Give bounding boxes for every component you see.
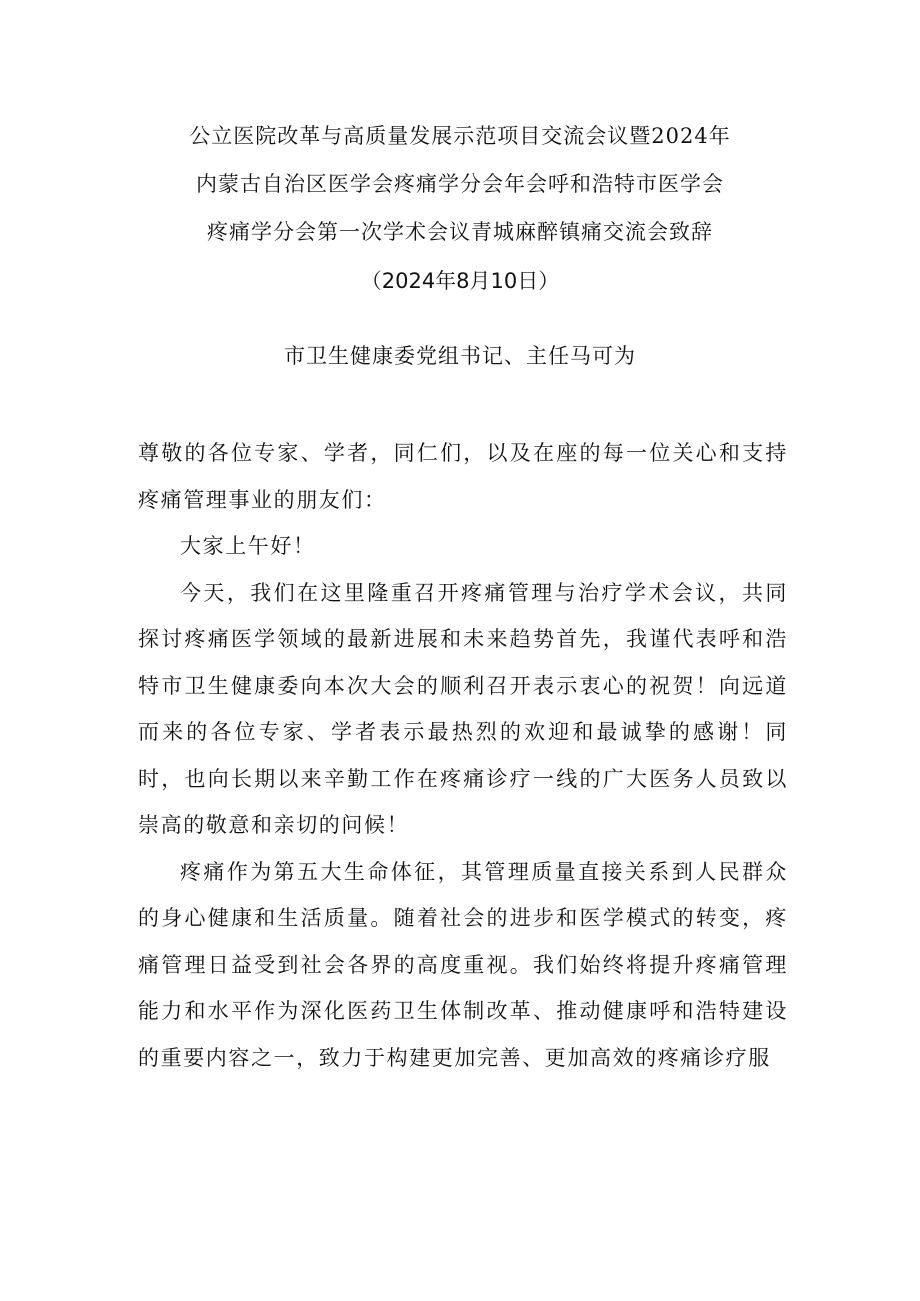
title-line-3: 疼痛学分会第一次学术会议青城麻醉镇痛交流会致辞 xyxy=(207,220,713,244)
body-paragraph: 今天，我们在这里隆重召开疼痛管理与治疗学术会议，共同探讨疼痛医学领域的最新进展和未来趋势首先，我谨代表呼和浩特市卫生健康委向本次大会的顺利召开表示衷心的祝贺！向远道而来的各位专家、学者表示最热烈的欢迎和最诚挚的感谢！同时，也向长期以来辛勤工作在疼痛诊疗一线的广大医务人员致以崇高的敬意和亲切的问候！ xyxy=(138,580,788,837)
body-paragraph: 疼痛作为第五大生命体征，其管理质量直接关系到人民群众的身心健康和生活质量。随着社会的进步和医学模式的转变，疼痛管理日益受到社会各界的高度重视。我们始终将提升疼痛管理能力和水平作为深化医药卫生体制改革、推动健康呼和浩特建设的重要内容之一，致力于构建更加完善、更加高效的疼痛诊疗服 xyxy=(138,859,788,1070)
speech-date: （2024年8月10日） xyxy=(360,269,560,293)
title-line-2: 内蒙古自治区医学会疼痛学分会年会呼和浩特市医学会 xyxy=(196,172,724,196)
title-line-1: 公立医院改革与高质量发展示范项目交流会议暨2024年 xyxy=(189,124,731,148)
greeting-paragraph: 大家上午好！ xyxy=(180,534,316,558)
speech-body xyxy=(138,430,788,1081)
salutation-paragraph: 尊敬的各位专家、学者，同仁们，以及在座的每一位关心和支持疼痛管理事业的朋友们： xyxy=(138,441,788,512)
speaker-line: 市卫生健康委党组书记、主任马可为 xyxy=(284,344,636,368)
document-title xyxy=(100,112,820,256)
